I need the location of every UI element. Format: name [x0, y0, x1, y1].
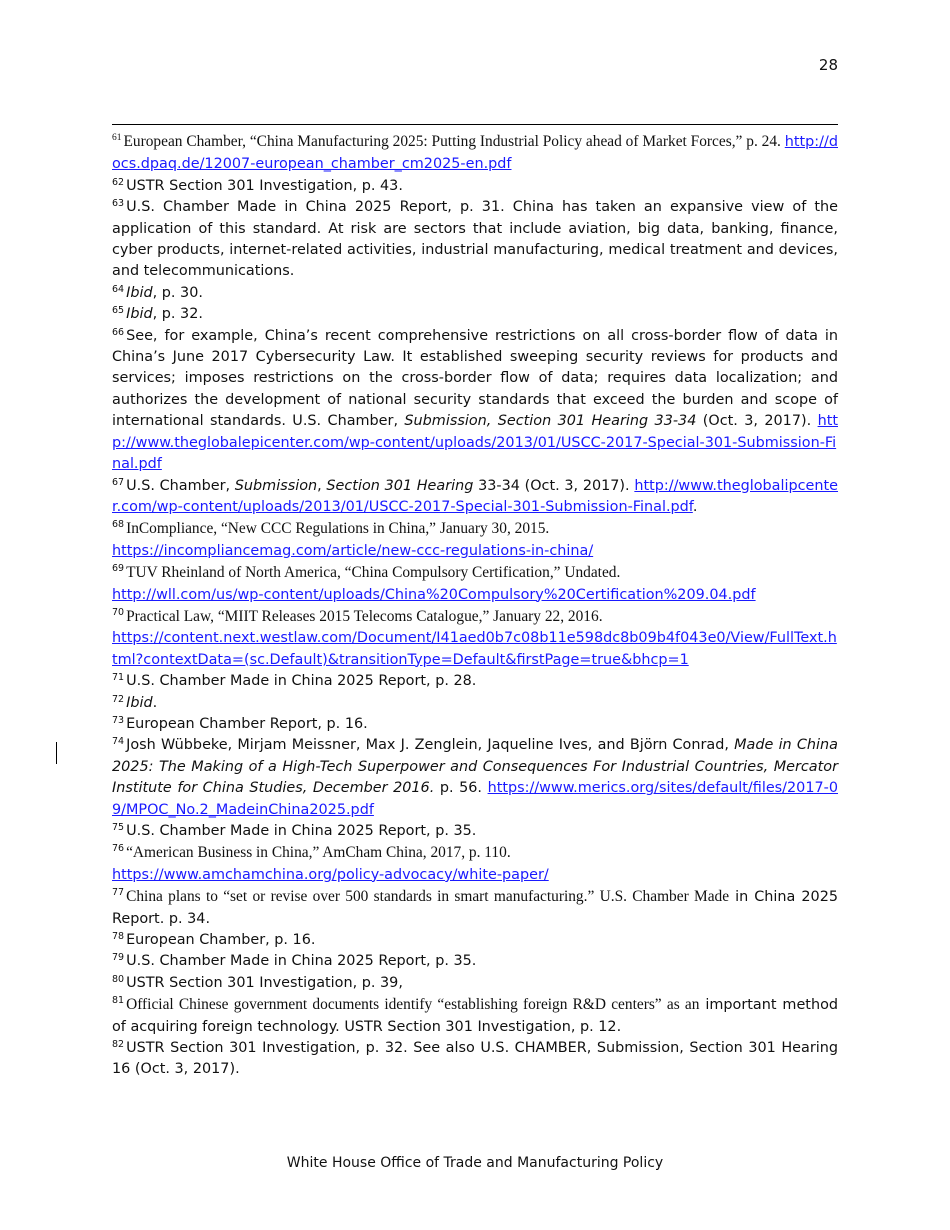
- footnote-69: $^{69}$ TUV Rheinland of North America, “China Compulsory Certification,” Undated. http://wll.com/us/wp-content/uploads/China%20Compulsory%20Certification%209.04.pdf: [112, 563, 756, 603]
- footnote-75: $^{75}$ U.S. Chamber Made in China 2025 Report, p. 35.: [112, 822, 477, 839]
- footnote-81: $^{81}$ Official Chinese government documents identify “establishing foreign R&D centers” as an important method of acquiring foreign technology. USTR Section 301 Investigation, p. 12.: [112, 995, 839, 1035]
- footnote-64: $^{64}$ Ibid, p. 30.: [112, 283, 203, 301]
- footnote-69-link[interactable]: http://wll.com/us/wp-content/uploads/China%20Compulsory%20Certification%209.04.pdf: [112, 586, 756, 603]
- footnote-63: $^{63}$ U.S. Chamber Made in China 2025 Report, p. 31. China has taken an expansive view of the application of this standard. At risk are sectors that include aviation, big data, banking, finance, cyber products, internet-related activities, industrial manufacturing, medical treatment and devices, and telecommunications.: [112, 198, 838, 280]
- footnote-80: $^{80}$ USTR Section 301 Investigation, p. 39,: [112, 973, 403, 991]
- footnote-79: $^{79}$ U.S. Chamber Made in China 2025 Report, p. 35.: [112, 952, 477, 970]
- footnote-61: $^{61}$ European Chamber, “China Manufacturing 2025: Putting Industrial Policy ahead of Market Forces,” p. 24. http://docs.dpaq.de/12007-european_chamber_cm2025-en.pdf: [112, 133, 838, 173]
- footnote-65: $^{65}$ Ibid, p. 32.: [112, 305, 203, 323]
- footnote-separator: [112, 124, 838, 125]
- footnote-62: $^{62}$ USTR Section 301 Investigation, p. 43.: [112, 176, 403, 194]
- footnote-73: $^{73}$ European Chamber Report, p. 16.: [112, 714, 368, 732]
- footnote-76: $^{76}$ “American Business in China,” AmCham China, 2017, p. 110. https://www.amchamchina.org/policy-advocacy/white-paper/: [112, 843, 549, 883]
- page-footer: White House Office of Trade and Manufacturing Policy: [286, 1155, 664, 1171]
- footnote-67: $^{67}$ U.S. Chamber, Submission, Section 301 Hearing 33-34 (Oct. 3, 2017). http://www.theglobalipcenter.com/wp-content/uploads/2013/01/USCC-2017-Special-301-Submission-Final.pdf.: [112, 476, 839, 515]
- footnote-66-link[interactable]: http://www.theglobalepicenter.com/wp-content/uploads/2013/01/USCC-2017-Special-301-Submission-Final.pdf: [112, 413, 838, 473]
- footnote-71: $^{71}$ U.S. Chamber Made in China 2025 Report, p. 28.: [112, 672, 477, 690]
- footnote-70: $^{70}$ Practical Law, “MIIT Releases 2015 Telecoms Catalogue,” January 22, 2016. https://content.next.westlaw.com/Document/I41aed0b7c08b11e598dc8b09b4f043e0/View/FullText.html?contextData=(sc.Default)&transitionType=Default&firstPage=true&bhcp=1: [112, 606, 837, 668]
- footnote-76-link[interactable]: https://www.amchamchina.org/policy-advocacy/white-paper/: [112, 866, 549, 883]
- footnote-61-link[interactable]: http://docs.dpaq.de/12007-european_chamber_cm2025-en.pdf: [112, 134, 838, 173]
- text-cursor: [56, 742, 57, 764]
- footnote-72: $^{72}$ Ibid.: [112, 693, 158, 711]
- footnote-66: $^{66}$ See, for example, China’s recent comprehensive restrictions on all cross-border flow of data in China’s June 2017 Cybersecurity Law. It established sweeping security reviews for products and services; imposes restrictions on the cross-border flow of data; requires data localization; and authorizes the development of national security standards that exceed the burden and scope of international standards. U.S. Chamber, Submission, Section 301 Hearing 33-34 (Oct. 3, 2017). http://www.theglobalepicenter.com/wp-content/uploads/2013/01/USCC-2017-Special-301-Submission-Final.pdf: [112, 326, 838, 473]
- footnote-74: $^{74}$ Josh Wübbeke, Mirjam Meissner, Max J. Zenglein, Jaqueline Ives, and Björn Conrad, Made in China 2025: The Making of a High-Tech Superpower and Consequences For Industrial Countries, Mercator Institute for China Studies, December 2016. p. 56. https://www.merics.org/sites/default/files/2017-09/MPOC_No.2_MadeinChina2025.pdf: [112, 736, 838, 818]
- footnote-67-link[interactable]: http://www.theglobalipcenter.com/wp-content/uploads/2013/01/USCC-2017-Special-301-Submission-Final.pdf: [112, 477, 839, 515]
- page-number: 28: [818, 56, 838, 74]
- footnote-70-link[interactable]: https://content.next.westlaw.com/Document/I41aed0b7c08b11e598dc8b09b4f043e0/View/FullText.html?contextData=(sc.Default)&transitionType=Default&firstPage=true&bhcp=1: [112, 630, 837, 668]
- footnotes: [112, 131, 838, 1081]
- footnote-82: $^{82}$ USTR Section 301 Investigation, p. 32. See also U.S. CHAMBER, Submission, Section 301 Hearing 16 (Oct. 3, 2017).: [112, 1039, 838, 1078]
- footnote-74-link[interactable]: https://www.merics.org/sites/default/files/2017-09/MPOC_No.2_MadeinChina2025.pdf: [112, 780, 838, 818]
- footnote-78: $^{78}$ European Chamber, p. 16.: [112, 931, 316, 949]
- footnote-77: $^{77}$ China plans to “set or revise over 500 standards in smart manufacturing.” U.S. Chamber Made in China 2025 Report. p. 34.: [112, 887, 839, 927]
- footnote-68-link[interactable]: https://incompliancemag.com/article/new-ccc-regulations-in-china/: [112, 542, 594, 559]
- footnote-68: $^{68}$ InCompliance, “New CCC Regulations in China,” January 30, 2015. https://incompliancemag.com/article/new-ccc-regulations-in-china/: [112, 519, 594, 559]
